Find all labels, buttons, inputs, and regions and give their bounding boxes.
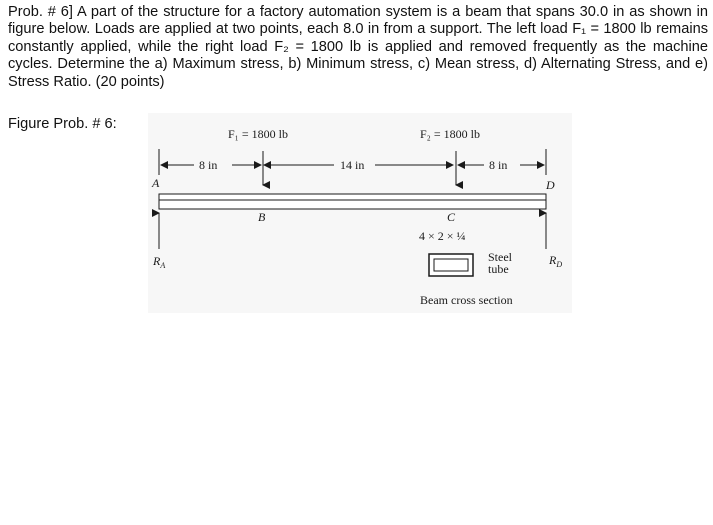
dim-middle-label: 14 in <box>340 158 365 172</box>
point-c-label: C <box>447 210 456 224</box>
point-d-label: D <box>546 178 555 192</box>
dim-right-label: 8 in <box>489 158 508 172</box>
reaction-a-main: R <box>153 254 161 268</box>
cross-section-caption: Beam cross section <box>420 293 513 307</box>
beam-body <box>159 194 546 209</box>
figure-label: Figure Prob. # 6: <box>8 116 117 132</box>
dim-left-label: 8 in <box>199 158 218 172</box>
problem-statement: Prob. # 6] A part of the structure for a factory automation system is a beam that spans 30.0 in as shown in figure below. Loads are applied at two points, each 8.0 in from a support. The left load F₁ = 1800 lb remains constantly applied, while the right load F₂ = 1800 lb is applied and removed frequently as the machine cycles. Determine the a) Maximum stress, b) Minimum stress, c) Mean stress, d) Alternating Stress, and e) Stress Ratio. (20 points) <box>8 4 708 90</box>
f1-label: F₁ = 1800 lb <box>228 127 288 141</box>
beam-figure <box>148 113 572 313</box>
section-size-label: 4 × 2 × ¼ <box>419 229 466 243</box>
reaction-a-label <box>152 254 165 270</box>
reaction-d-subscript: D <box>556 260 563 269</box>
steel-label: Steel <box>488 250 512 264</box>
f2-label: F₂ = 1800 lb <box>420 127 480 141</box>
point-b-label: B <box>258 210 266 224</box>
beam-diagram <box>148 113 572 313</box>
reaction-a-subscript: A <box>160 261 166 270</box>
reaction-d-main: R <box>549 253 557 267</box>
tube-inner <box>434 259 468 271</box>
reaction-d-label <box>548 253 562 269</box>
point-a-label: A <box>152 176 160 190</box>
tube-label: tube <box>488 262 509 276</box>
